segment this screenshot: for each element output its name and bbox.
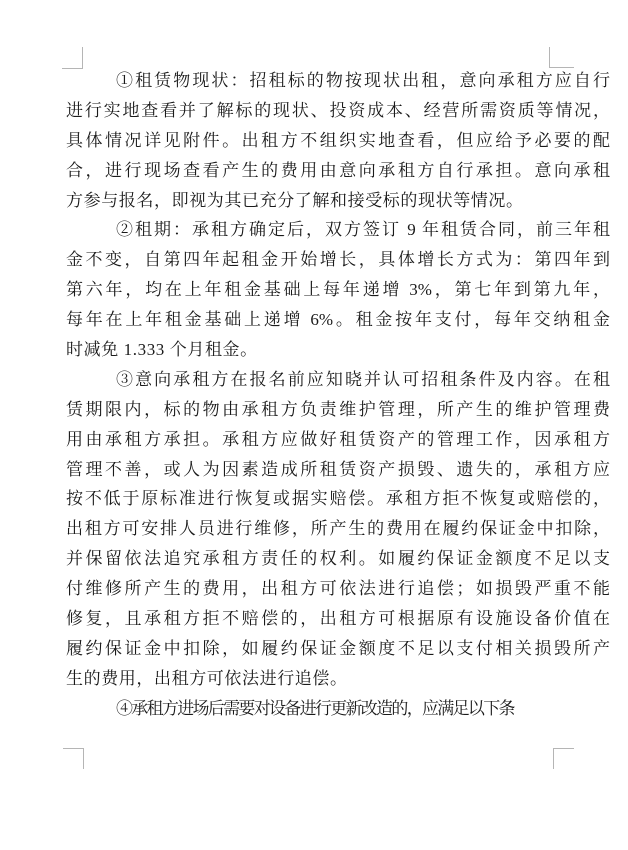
text-line: 按不低于原标准进行恢复或据实赔偿。承租方拒不恢复或赔偿的， [66, 489, 610, 509]
text-line: ②租期：承租方确定后，双方签订 9 年租赁合同，前三年租 [116, 220, 610, 240]
text-body [66, 66, 610, 724]
text-line: 出租方可安排人员进行维修，所产生的费用在履约保证金中扣除， [66, 519, 610, 539]
crop-mark-top-right [549, 47, 574, 68]
text-line: ④承租方进场后需要对设备进行更新改造的，应满足以下条 [116, 698, 514, 718]
crop-mark-bottom-right [553, 748, 574, 769]
text-line: 合，进行现场查看产生的费用由意向承租方自行承担。意向承租 [66, 160, 610, 180]
text-line: 进行实地查看并了解标的现状、投资成本、经营所需资质等情况， [66, 100, 610, 120]
text-line: 管理不善，或人为因素造成所租赁资产损毁、遗失的，承租方应 [66, 459, 610, 479]
text-line: 修复，且承租方拒不赔偿的，出租方可根据原有设施设备价值在 [66, 609, 610, 629]
text-line: 具体情况详见附件。出租方不组织实地查看，但应给予必要的配 [66, 130, 610, 150]
crop-mark-bottom-left [63, 748, 84, 769]
text-line: 用由承租方承担。承租方应做好租赁资产的管理工作，因承租方 [66, 429, 610, 449]
text-line: 生的费用，出租方可依法进行追偿。 [66, 668, 348, 688]
paragraph [66, 66, 610, 215]
text-line: 方参与报名，即视为其已充分了解和接受标的现状等情况。 [66, 190, 524, 210]
text-line: 金不变，自第四年起租金开始增长，具体增长方式为：第四年到 [66, 250, 610, 270]
text-line: 赁期限内，标的物由承租方负责维护管理，所产生的维护管理费 [66, 399, 610, 419]
paragraph [66, 694, 610, 724]
text-line: 时减免 1.333 个月租金。 [66, 340, 258, 360]
text-line: ①租赁物现状：招租标的物按现状出租，意向承租方应自行 [116, 71, 610, 90]
text-line: 付维修所产生的费用，出租方可依法进行追偿；如损毁严重不能 [66, 579, 610, 599]
text-line: 每年在上年租金基础上递增 6%。租金按年支付，每年交纳租金 [66, 310, 610, 330]
paragraph [66, 365, 610, 694]
text-line: 第六年，均在上年租金基础上每年递增 3%，第七年到第九年， [66, 280, 610, 300]
text-line: 履约保证金中扣除，如履约保证金额度不足以支付相关损毁所产 [66, 638, 610, 658]
text-line: 并保留依法追究承租方责任的权利。如履约保证金额度不足以支 [66, 549, 610, 569]
text-line: ③意向承租方在报名前应知晓并认可招租条件及内容。在租 [116, 369, 610, 389]
paragraph [66, 215, 610, 364]
